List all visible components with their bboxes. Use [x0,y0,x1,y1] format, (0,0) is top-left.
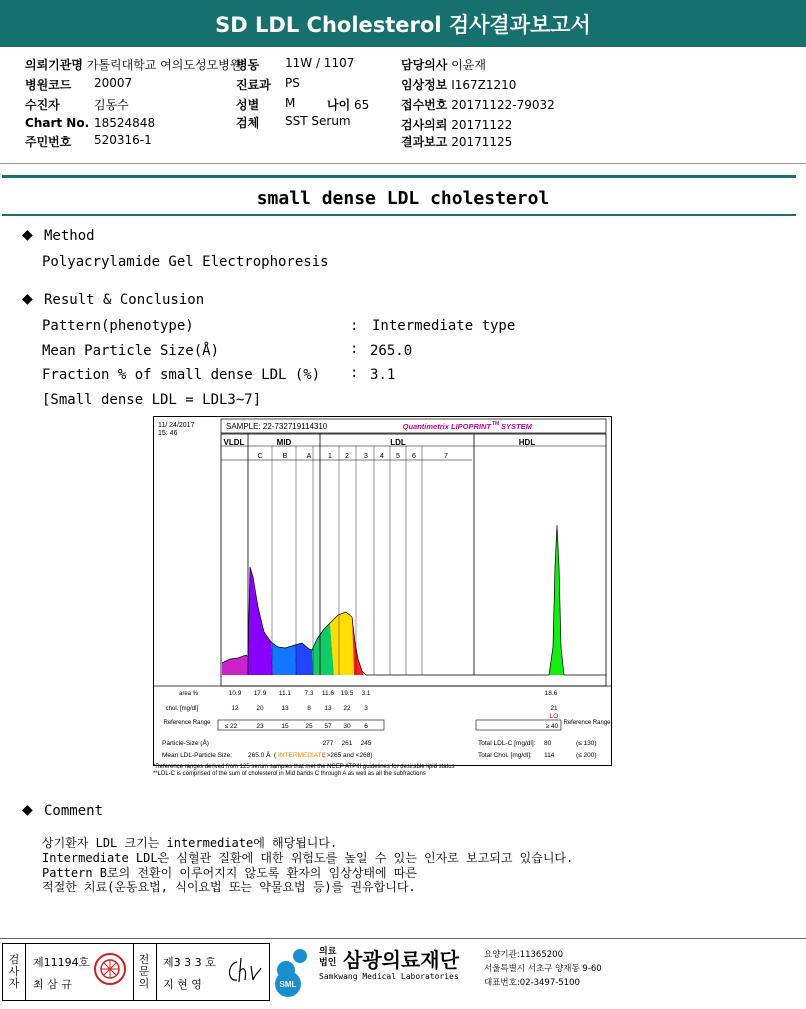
svg-text:(: ( [274,752,277,759]
chol-ldl2: 22 [343,705,351,712]
particle-ldl2: 261 [341,740,353,747]
mean-ldl-label: Mean LDL-Particle Size: [162,752,233,759]
chart-footnotes [153,764,455,778]
ref-ldl2: 30 [343,723,351,730]
mean-size-sep: : [350,341,359,357]
ref-a: 25 [305,723,313,730]
total-chol-ref: (≤ 200) [576,752,597,759]
chart-date: 11/ 24/2017 [158,422,195,429]
total-ldl-ref: (≤ 130) [576,740,597,747]
ref-b: 15 [281,723,289,730]
ward-label: 병동 [236,58,260,72]
sex-label: 성별 [236,98,260,112]
chol-vldl: 12 [231,705,239,712]
pattern-value: Intermediate type [372,318,516,334]
total-ldl-label: Total LDL-C [mg/dl]: [478,740,536,747]
sml-logo-icon [270,944,318,998]
specialist-license: 제3 3 3 호 [163,956,216,969]
bullet-icon: ◆ [22,227,33,243]
resident-no-label: 주민번호 [25,135,72,149]
bullet-icon: ◆ [22,802,33,818]
chart-footnote-1: *Reference ranges derived from 125 serum samples that met the NCEP ATPIII guidelines for desirable lipid status [153,764,455,770]
clinical-value: I167Z1210 [451,78,517,92]
ref-ldl1: 57 [324,723,332,730]
request-date-label: 검사의뢰 [401,118,448,132]
specimen-label: 검체 [236,116,260,130]
receipt-label: 접수번호 [401,98,448,112]
particle-size-label: Particle-Size (Å) [162,740,209,747]
area-ldl3: 3.1 [361,690,371,697]
comment-line-4: 적절한 치료(운동요법, 식이요법 또는 약물요법 등)를 권유합니다. [42,880,416,894]
area-vldl: 10.9 [228,690,242,697]
band-group-ldl: LDL [390,438,406,447]
ref-c: 23 [256,723,264,730]
chol-ldl3: 3 [364,705,368,712]
doctor-value: 이윤재 [451,58,486,72]
clinical-label: 임상정보 [401,78,448,92]
total-ldl-value: 80 [544,740,552,747]
hospital-label: 의뢰기관명 [25,58,83,72]
hospital-value: 가톨릭대학교 여의도성모병원 [86,58,242,72]
total-chol-label: Total Chol. [mg/dl]: [478,752,532,759]
area-row-label: area % [178,691,198,697]
ref-ldl3: 6 [364,723,368,730]
fraction-label: Fraction % of small dense LDL (%) [42,367,321,383]
org-type: 의료법인 [319,947,337,968]
chart-brand-tail: SYSTEM [501,422,532,431]
info-divider [0,163,806,164]
area-a: 7.3 [304,690,314,697]
chart-brand: Quantimetrix LIPOPRINT [402,422,491,431]
chol-c: 20 [256,705,264,712]
chart-sample: SAMPLE: 22-732719114310 [226,422,328,431]
examiner-name: 최 삼 규 [33,978,72,991]
fraction-sep: : [350,365,359,381]
hospital-code-value: 20007 [94,76,133,90]
band-label-1: 1 [328,453,332,460]
care-number: 요양기관:11365200 [484,950,563,960]
chart-time: 15: 46 [158,430,178,437]
chol-ldl1: 13 [324,705,332,712]
band-label-4: 4 [380,453,384,460]
chol-row-label: chol. [mg/dl] [165,706,198,712]
band-label-3: 3 [364,453,368,460]
comment-line-2: Intermediate LDL은 심혈관 질환에 대한 위험도를 높일 수 있는 인자로 보고되고 있습니다. [42,851,574,865]
comment-line-1: 상기환자 LDL 크기는 intermediate에 해당됩니다. [42,836,338,850]
band-label-2: 2 [345,453,349,460]
band-group-mid: MID [276,438,292,447]
hospital-code-label: 병원코드 [25,78,72,92]
sml-logo-text: SML [279,980,297,989]
org-name: 삼광의료재단 [343,948,459,972]
org-english: Samkwang Medical Laboratories [319,972,459,981]
area-hdl: 18.6 [544,690,558,697]
particle-ldl3: 245 [360,740,372,747]
band-label-5: 5 [396,453,400,460]
specialist-vertical-label: 전문의 [138,953,150,990]
result-heading: Result & Conclusion [44,292,205,308]
comment-heading: Comment [44,803,104,819]
band-label-c: C [257,453,263,460]
chol-a: 8 [307,705,311,712]
band-group-vldl: VLDL [223,438,245,447]
org-phone: 대표번호:02-3497-5100 [484,978,580,988]
comment-line-3: Pattern B로의 전환이 이루어지지 않도록 환자의 임상상태에 따른 [42,866,417,880]
request-date-value: 20171122 [451,118,513,132]
ref-row-label: Reference Range [163,720,211,726]
method-text: Polyacrylamide Gel Electrophoresis [42,254,329,270]
area-c: 17.9 [253,690,267,697]
bullet-icon: ◆ [22,291,33,307]
report-date-label: 결과보고 [401,135,448,149]
lipoprint-svg [154,417,611,765]
chart-no-value: 18524848 [94,116,156,130]
mean-size-value: 265.0 [370,343,413,359]
examiner-seal-icon [93,952,127,986]
pattern-label: Pattern(phenotype) [42,318,194,334]
footer-divider [0,938,806,939]
band-label-7: 7 [444,453,448,460]
examinee-label: 수진자 [25,98,60,112]
lipoprint-chart [153,416,612,766]
hdl-low-flag: LO [549,713,559,720]
specialist-signature [223,954,263,988]
chart-footnote-2: **LDL-C is comprised of the sum of cholesterol in Mid bands C through A as well as all the subfractions [153,771,426,777]
total-chol-value: 114 [544,752,555,759]
receipt-value: 20171122-79032 [451,98,555,112]
area-ldl1: 11.6 [321,690,335,697]
chol-b: 13 [281,705,289,712]
ref-vldl: ≤ 22 [224,723,238,730]
band-label-6: 6 [412,453,416,460]
org-address: 서울특별시 서초구 양재동 9-60 [484,964,602,974]
dept-value: PS [285,76,300,90]
examinee-value: 김동수 [94,98,129,112]
ward-value: 11W / 1107 [285,56,355,70]
mean-ldl-type: INTERMEDIATE [278,752,326,759]
mean-size-label: Mean Particle Size(Å) [42,343,220,359]
report-title: SD LDL Cholesterol 검사결과보고서 [0,0,806,47]
band-group-hdl: HDL [518,438,536,447]
age-label: 나이 [327,98,351,112]
examiner-license: 제11194호 [33,956,90,969]
chol-hdl: 21 [550,705,558,712]
chart-brand-tm: TM [492,421,500,427]
resident-no-value: 520316-1 [94,133,152,147]
section-title: small dense LDL cholesterol [256,188,550,209]
chart-no-label: Chart No. [25,116,90,130]
small-dense-note: [Small dense LDL = LDL3~7] [42,392,262,408]
method-heading: Method [44,228,95,244]
doctor-label: 담당의사 [401,58,448,72]
sex-value: M [285,96,296,110]
area-ldl2: 19.5 [340,690,354,697]
signature-box [2,943,270,1001]
band-label-a: A [306,453,312,460]
pattern-sep: : [350,318,359,334]
examiner-vertical-label: 검사자 [8,953,20,990]
section-divider-top [2,175,796,178]
mean-ldl-value: 265.0 Å [248,752,271,759]
specimen-value: SST Serum [285,114,351,128]
specialist-name: 지 현 영 [163,978,202,991]
ref-hdl: ≥ 40 [545,723,559,730]
fraction-value: 3.1 [370,367,396,383]
section-divider-bottom [2,214,796,216]
band-label-b: B [282,453,288,460]
hdl-ref-label: Reference Range [563,720,611,726]
area-b: 11.1 [278,690,292,697]
dept-label: 진료과 [236,78,271,92]
report-date-value: 20171125 [451,135,513,149]
age-value: 65 [354,98,370,112]
mean-ldl-range: ; >265 and <268) [323,752,373,759]
particle-ldl1: 277 [322,740,334,747]
